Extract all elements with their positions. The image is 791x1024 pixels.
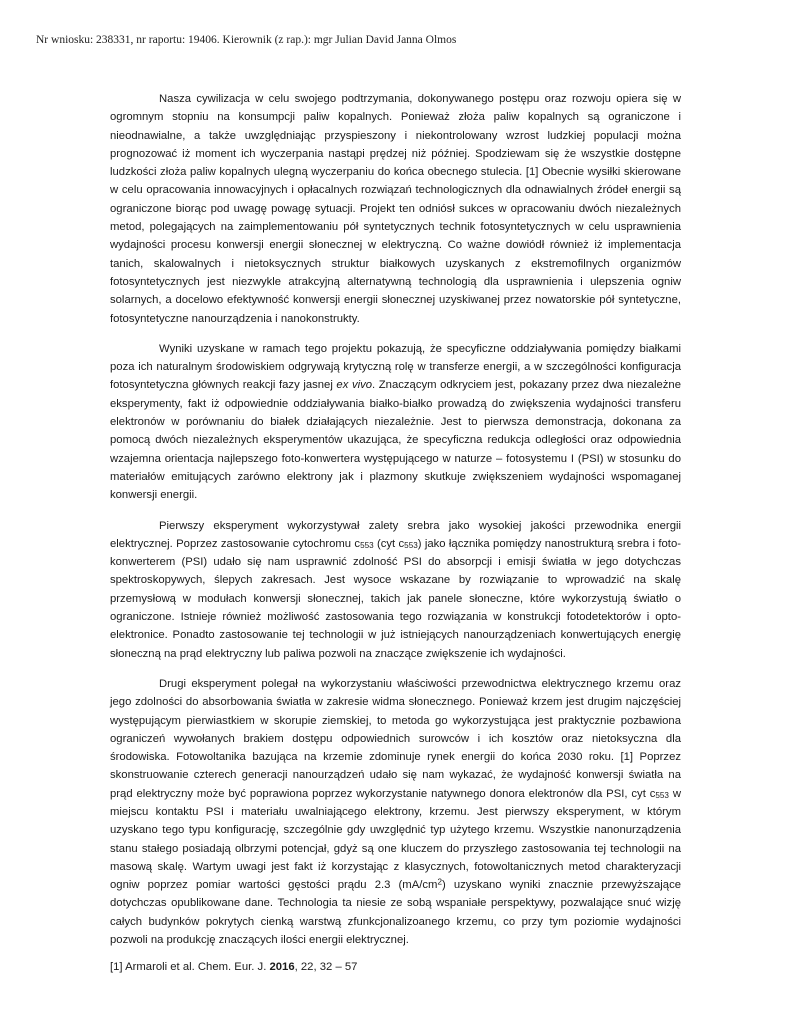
reference-suffix: , 22, 32 – 57 — [294, 961, 358, 974]
paragraph-4-subscript: 553 — [655, 790, 669, 800]
paragraph-4-text-c: ) uzyskano wyniki znacznie przewyższające dotychczas opublikowane dane. Technologia ta niesie ze sobą wspaniałe perspektywy, pozwalające snuć wizję całych budynków pokrytych cienką warstwą zfunkcjonalizoanego krzemu, co przy tym poziomie wydajności pozwoli na produkcję znaczących ilości energii elektrycznej. — [110, 879, 681, 947]
reference-entry — [110, 958, 681, 976]
paragraph-3-text-b: (cyt c — [373, 537, 405, 550]
paragraph-4-text-a: Drugi eksperyment polegał na wykorzystaniu właściwości przewodnictwa elektrycznego krzemu oraz jego zdolności do absorbowania światła w zakresie widma słonecznego. Ponieważ krzem jest drugim najczęściej występującym pierwiastkiem w skorupie ziemskiej, to metoda go wykorzystująca jest praktycznie pozbawiona ograniczeń wywołanych brakiem dostępu odpowiednich surowców i ich kosztów oraz nietoksyczna dla środowiska. Fotowoltanika bazująca na krzemie zdominuje rynek energii do końca 2030 roku. [1] Poprzez skonstruowanie czterech generacji nanourządzeń udało się nam wykazać, że wydajność konwersji światła na prąd elektryczny może być poprawiona poprzez wykorzystanie natywnego donora elektronów dla PSI, cyt c — [110, 677, 681, 800]
paragraph-4 — [110, 675, 681, 949]
paragraph-2 — [110, 340, 681, 505]
document-header: Nr wniosku: 238331, nr raportu: 19406. Kierownik (z rap.): mgr Julian David Janna Olmos — [36, 34, 457, 46]
paragraph-3-subscript-1: 553 — [360, 541, 374, 551]
paragraph-2-italic: ex vivo — [336, 379, 373, 392]
reference-prefix: [1] Armaroli et al. Chem. Eur. J. — [110, 961, 270, 974]
paragraph-1: Nasza cywilizacja w celu swojego podtrzymania, dokonywanego postępu oraz rozwoju opiera się w ogromnym stopniu na konsumpcji paliw kopalnych. Ponieważ złoża paliw kopalnych są ograniczone i nieodnawialne, a także uwzględniając przyspieszony i niekontrolowany wzrost ludzkiej populacji można prognozować iż moment ich wyczerpania nastąpi prędzej niż później. Spodziewam się że wszystkie dostępne ludzkości złoża paliw kopalnych ulegną wyczerpaniu do końca obecnego stulecia. [1] Obecnie wysiłki skierowane w celu opracowania innowacyjnych i opłacalnych rozwiązań technologicznych dla odnawialnych źródeł energii są ograniczone biorąc pod uwagę powagę sytuacji. Projekt ten odniósł sukces w opracowaniu dwóch niezależnych metod, polegających na zaimplementowaniu pół syntetycznych technik fotosyntetycznych w celu usprawnienia wydajności procesu konwersji energii słonecznej w elektryczną. Co ważne dowiódł również iż implementacja tanich, skalowalnych i nietoksycznych struktur białkowych uzyskanych z ekstremofilnych organizmów fotosyntetycznych jest niezwykle atrakcyjną alternatywną technologią dla usprawnienia i ulepszenia ogniw solarnych, a docelowo efektywność konwersji energii słonecznej uzyskiwanej przez nowatorskie pół syntetyczne, fotosyntetyczne nanourządzenia i nanokonstrukty. — [110, 93, 681, 325]
paragraph-2-text-a: Wyniki uzyskane w ramach tego projektu pokazują, że specyficzne oddziaływania pomiędzy białkami poza ich naturalnym środowiskiem odgrywają krytyczną rolę w transferze energii, a w szczególności konfiguracja fotosyntetyczna głównych reakcji fazy jasnej — [110, 342, 681, 392]
paragraph-3-subscript-2: 553 — [404, 541, 418, 551]
paragraph-3 — [110, 517, 681, 663]
paragraph-3-text-c: ) jako łącznika pomiędzy nanostrukturą srebra i foto-konwerterem (PSI) udało się nam usprawnić zdolność PSI do absorpcji i emisji światła w jego dotychczas spektroskopywych, ślepych zakresach. Jest wysoce wskazane by rozwiązanie to wprowadzić na skalę przemysłową w modułach konwersji słonecznej, takich jak panele słoneczne, które wykorzystują światło o ograniczone. Istnieje również możliwość zastosowania tego rozwiązania w konstrukcji fotodetektorów i opto-elektronice. Ponadto zastosowanie tej technologii w już istniejących nanourządzeniach konwertujących energię słoneczną na prąd elektryczny lub paliwa pozwoli na znaczące zwiększenie ich wydajności. — [110, 537, 681, 660]
document-body — [110, 90, 681, 977]
paragraph-4-text-b: w miejscu kontaktu PSI i materiału uwalniającego elektrony, krzemu. Jest pierwszy eksperyment, w którym uzyskano tego typu konfigurację, szczególnie gdy uwzględnić typ użytego krzemu. Wszystkie nanonurządzenia stanu stałego posiadają olbrzymi potencjał, gdyż są one kluczem do przyszłego zastosowania tej technologii na masową skalę. Wartym uwagi jest fakt iż korzystając z klasycznych, fotowoltanicznych metod charakteryzacji ogniw poprzez pomiar wartości gęstości prądu 2.3 (mA/cm — [110, 787, 681, 892]
reference-year: 2016 — [269, 961, 295, 974]
paragraph-4-superscript: 2 — [437, 877, 442, 887]
paragraph-2-text-b: . Znaczącym odkryciem jest, pokazany przez dwa niezależne eksperymenty, fakt iż odpowiednie oddziaływania białko-białko prowadzą do zwiększenia wydajności transferu elektronów w porównaniu do białek działających niezależnie. Jest to pierwsza demonstracja, dokonana za pomocą dwóch niezależnych eksperymentów ukazująca, że specyficzna redukcja odległości oraz odpowiednia wzajemna orientacja najlepszego foto-konwertera występującego w naturze – fotosystemu I (PSI) w stosunku do materiałów emitujących zarówno elektrony jak i plazmony skutkuje zwiększeniem wydajności wspomaganej konwersji energii. — [110, 379, 681, 502]
paragraph-3-text-a: Pierwszy eksperyment wykorzystywał zalety srebra jako wysokiej jakości przewodnika energii elektrycznej. Poprzez zastosowanie cytochromu c — [110, 519, 681, 550]
